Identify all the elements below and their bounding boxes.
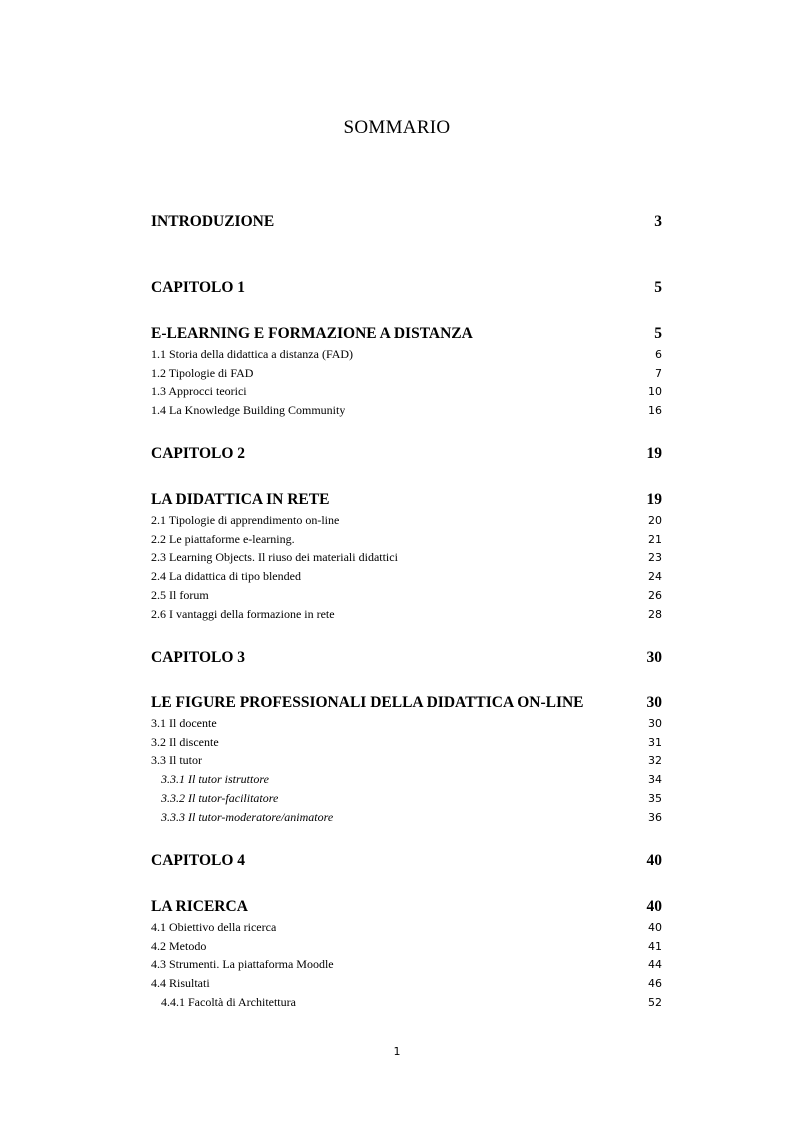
toc-entry-page: 5: [654, 325, 662, 342]
toc-section: [151, 384, 662, 399]
toc-entry-page: 44: [648, 958, 662, 971]
toc-entry-page: 30: [646, 649, 662, 666]
toc-entry-page: 23: [648, 551, 662, 564]
toc-entry-page: 10: [648, 385, 662, 398]
toc-section: [151, 716, 662, 731]
toc-entry-title: 3.2 Il discente: [151, 735, 219, 749]
toc-entry-title: CAPITOLO 3: [151, 649, 246, 666]
table-of-contents: [151, 0, 662, 1123]
toc-entry-title: 4.2 Metodo: [151, 939, 207, 953]
page-number: 1: [393, 1045, 401, 1058]
toc-entry-title: 1.4 La Knowledge Building Community: [151, 403, 346, 417]
toc-section: [151, 976, 662, 991]
toc-section: [151, 347, 662, 362]
toc-subsection: [151, 810, 662, 825]
toc-entry-page: 40: [646, 852, 662, 869]
toc-chapter-heading: [151, 445, 662, 463]
toc-entry-title: 3.1 Il docente: [151, 716, 217, 730]
toc-entry-title: LE FIGURE PROFESSIONALI DELLA DIDATTICA ON-LINE: [151, 694, 584, 711]
toc-entry-title: CAPITOLO 4: [151, 852, 246, 869]
page-title: SOMMARIO: [343, 117, 451, 138]
toc-section: [151, 920, 662, 935]
toc-section: [151, 569, 662, 584]
toc-entry-page: 5: [654, 279, 662, 296]
toc-entry-title: 4.4.1 Facoltà di Architettura: [161, 995, 296, 1009]
toc-entry-page: 16: [648, 404, 662, 417]
toc-entry-title: 3.3.1 Il tutor istruttore: [161, 772, 269, 786]
toc-section: [151, 532, 662, 547]
toc-entry-page: 19: [646, 491, 662, 508]
toc-entry-title: 2.3 Learning Objects. Il riuso dei materiali didattici: [151, 550, 398, 564]
toc-entry-title: LA RICERCA: [151, 898, 248, 915]
toc-entry-title: 2.4 La didattica di tipo blended: [151, 569, 301, 583]
toc-section: [151, 607, 662, 622]
toc-chapter-title: [151, 898, 662, 916]
toc-section: [151, 513, 662, 528]
toc-chapter-title: [151, 694, 662, 712]
toc-entry-page: 34: [648, 773, 662, 786]
toc-entry-page: 46: [648, 977, 662, 990]
toc-entry-page: 19: [646, 445, 662, 462]
toc-section: [151, 588, 662, 603]
toc-section: [151, 366, 662, 381]
toc-section: [151, 735, 662, 750]
toc-entry-title: 3.3.3 Il tutor-moderatore/animatore: [161, 810, 334, 824]
toc-entry-title: CAPITOLO 2: [151, 445, 246, 462]
toc-section: [151, 403, 662, 418]
toc-entry-page: 3: [654, 213, 662, 230]
toc-section: [151, 957, 662, 972]
toc-entry-page: 32: [648, 754, 662, 767]
toc-entry-page: 30: [646, 694, 662, 711]
toc-entry-title: 2.6 I vantaggi della formazione in rete: [151, 607, 335, 621]
toc-entry-page: 28: [648, 608, 662, 621]
toc-entry-introduzione: [151, 213, 662, 231]
toc-subsection: [151, 995, 662, 1010]
toc-entry-title: 4.3 Strumenti. La piattaforma Moodle: [151, 957, 334, 971]
toc-entry-title: 3.3.2 Il tutor-facilitatore: [161, 791, 279, 805]
toc-entry-page: 35: [648, 792, 662, 805]
toc-chapter-heading: [151, 279, 662, 297]
toc-entry-page: 24: [648, 570, 662, 583]
toc-entry-title: LA DIDATTICA IN RETE: [151, 491, 330, 508]
toc-entry-title: 4.4 Risultati: [151, 976, 210, 990]
toc-entry-page: 26: [648, 589, 662, 602]
toc-subsection: [151, 772, 662, 787]
toc-chapter-title: [151, 325, 662, 343]
toc-entry-page: 40: [648, 921, 662, 934]
toc-entry-title: 2.1 Tipologie di apprendimento on-line: [151, 513, 340, 527]
toc-entry-page: 30: [648, 717, 662, 730]
toc-entry-title: 1.1 Storia della didattica a distanza (FAD): [151, 347, 354, 361]
toc-entry-page: 31: [648, 736, 662, 749]
toc-entry-title: 4.1 Obiettivo della ricerca: [151, 920, 277, 934]
toc-entry-page: 7: [655, 367, 662, 380]
toc-section: [151, 550, 662, 565]
toc-entry-title: 2.2 Le piattaforme e-learning.: [151, 532, 295, 546]
toc-entry-page: 52: [648, 996, 662, 1009]
toc-entry-title: 1.3 Approcci teorici: [151, 384, 247, 398]
toc-entry-page: 21: [648, 533, 662, 546]
toc-entry-page: 6: [655, 348, 662, 361]
toc-entry-page: 20: [648, 514, 662, 527]
toc-entry-title: 1.2 Tipologie di FAD: [151, 366, 254, 380]
toc-entry-page: 36: [648, 811, 662, 824]
toc-chapter-heading: [151, 649, 662, 667]
toc-entry-title: CAPITOLO 1: [151, 279, 246, 296]
toc-entry-page: 41: [648, 940, 662, 953]
toc-entry-title: 3.3 Il tutor: [151, 753, 202, 767]
toc-entry-page: 40: [646, 898, 662, 915]
toc-subsection: [151, 791, 662, 806]
toc-chapter-title: [151, 491, 662, 509]
toc-entry-title: INTRODUZIONE: [151, 213, 275, 230]
toc-entry-title: E-LEARNING E FORMAZIONE A DISTANZA: [151, 325, 473, 342]
toc-section: [151, 939, 662, 954]
toc-chapter-heading: [151, 852, 662, 870]
toc-section: [151, 753, 662, 768]
toc-entry-title: 2.5 Il forum: [151, 588, 209, 602]
